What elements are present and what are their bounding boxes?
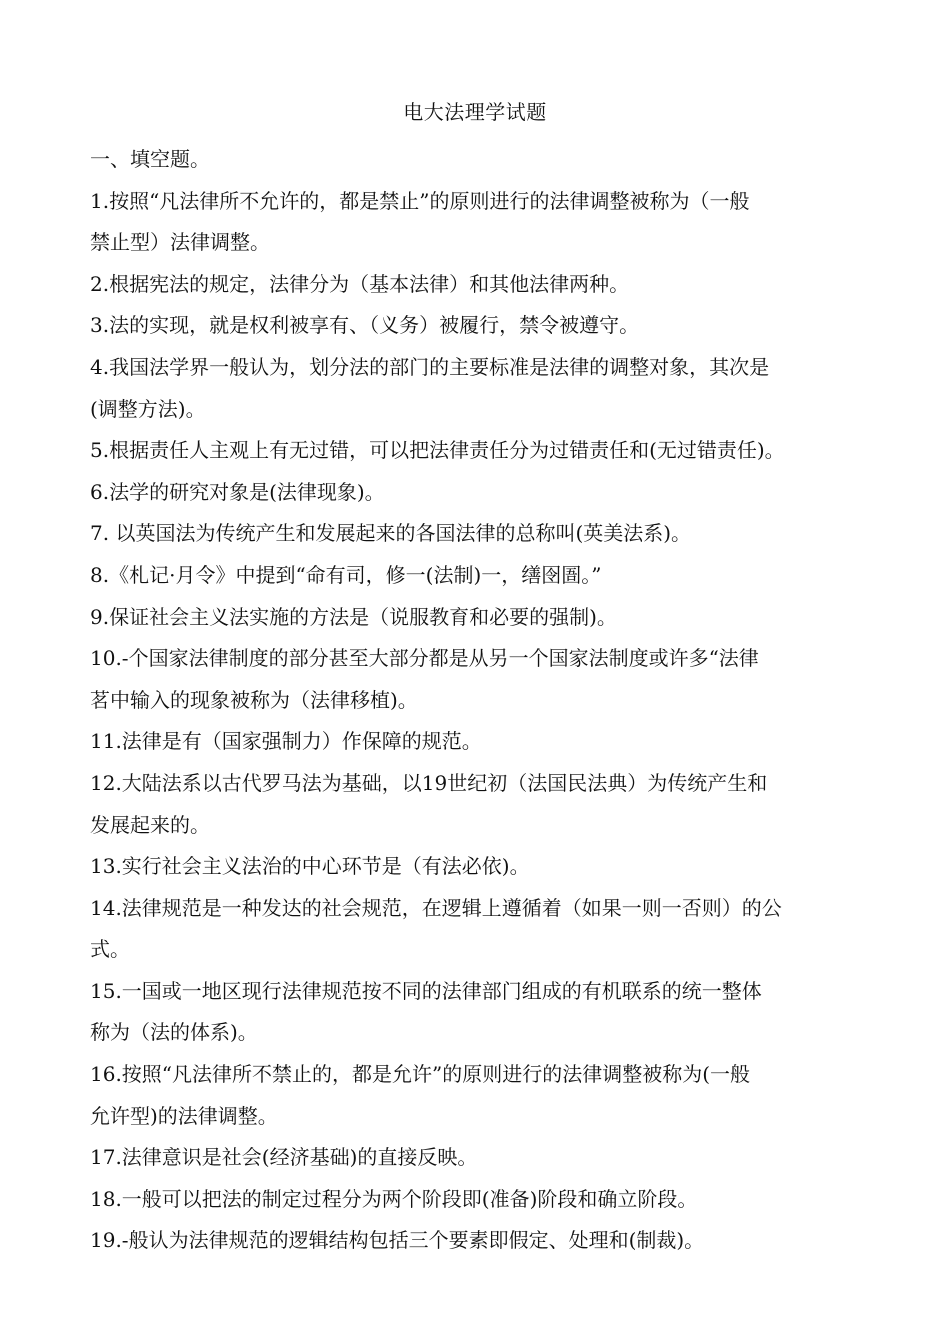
document-body [90,139,870,1262]
text-line: 式。 [90,937,130,962]
document-title: 电大法理学试题 [403,100,547,124]
text-line: 18.一般可以把法的制定过程分为两个阶段即(准备)阶段和确立阶段。 [90,1186,698,1211]
text-line: 5.根据责任人主观上有无过错，可以把法律责任分为过错责任和(无过错责任)。 [90,438,785,463]
section-heading: 一、填空题。 [90,147,210,171]
text-line: 4.我国法学界一般认为，划分法的部门的主要标准是法律的调整对象，其次是 [90,354,770,379]
text-line: 12.大陆法系以古代罗马法为基础，以19世纪初（法国民法典）为传统产生和 [90,770,768,795]
text-line: 15.一国或一地区现行法律规范按不同的法律部门组成的有机联系的统一整体 [90,978,762,1003]
text-line: 10.-个国家法律制度的部分甚至大部分都是从另一个国家法制度或许多“法律 [90,646,759,671]
text-line: 禁止型）法律调整。 [90,230,270,255]
text-line: 9.保证社会主义法实施的方法是（说服教育和必要的强制)。 [90,604,617,629]
text-line: 11.法律是有（国家强制力）作保障的规范。 [90,729,482,754]
text-line: 17.法律意识是社会(经济基础)的直接反映。 [90,1145,478,1170]
text-line: 1.按照“凡法律所不允许的，都是禁止”的原则进行的法律调整被称为（一般 [90,188,750,213]
text-line: 3.法的实现，就是权利被享有、（义务）被履行，禁令被遵守。 [90,313,640,338]
text-line: 7. 以英国法为传统产生和发展起来的各国法律的总称叫(英美法系)。 [90,521,692,546]
text-line: 16.按照“凡法律所不禁止的，都是允许”的原则进行的法律调整被称为(一般 [90,1062,751,1087]
text-line: 14.法律规范是一种发达的社会规范，在逻辑上遵循着（如果一则一否则）的公 [90,895,782,920]
text-line: 茗中输入的现象被称为（法律移植)。 [90,687,418,712]
text-line: 允许型)的法律调整。 [90,1103,278,1128]
text-line: 19.-般认为法律规范的逻辑结构包括三个要素即假定、处理和(制裁)。 [90,1228,705,1253]
text-line: 6.法学的研究对象是(法律现象)。 [90,479,385,504]
text-line: 称为（法的体系)。 [90,1020,258,1045]
text-line: 2.根据宪法的规定，法律分为（基本法律）和其他法律两种。 [90,271,630,296]
text-line: 8.《札记·月令》中提到“命有司，修一(法制)一，缮囹圄。” [90,562,602,587]
text-line: 发展起来的。 [90,812,210,837]
text-line: (调整方法)。 [90,396,206,421]
text-line: 13.实行社会主义法治的中心环节是（有法必依)。 [90,854,530,879]
